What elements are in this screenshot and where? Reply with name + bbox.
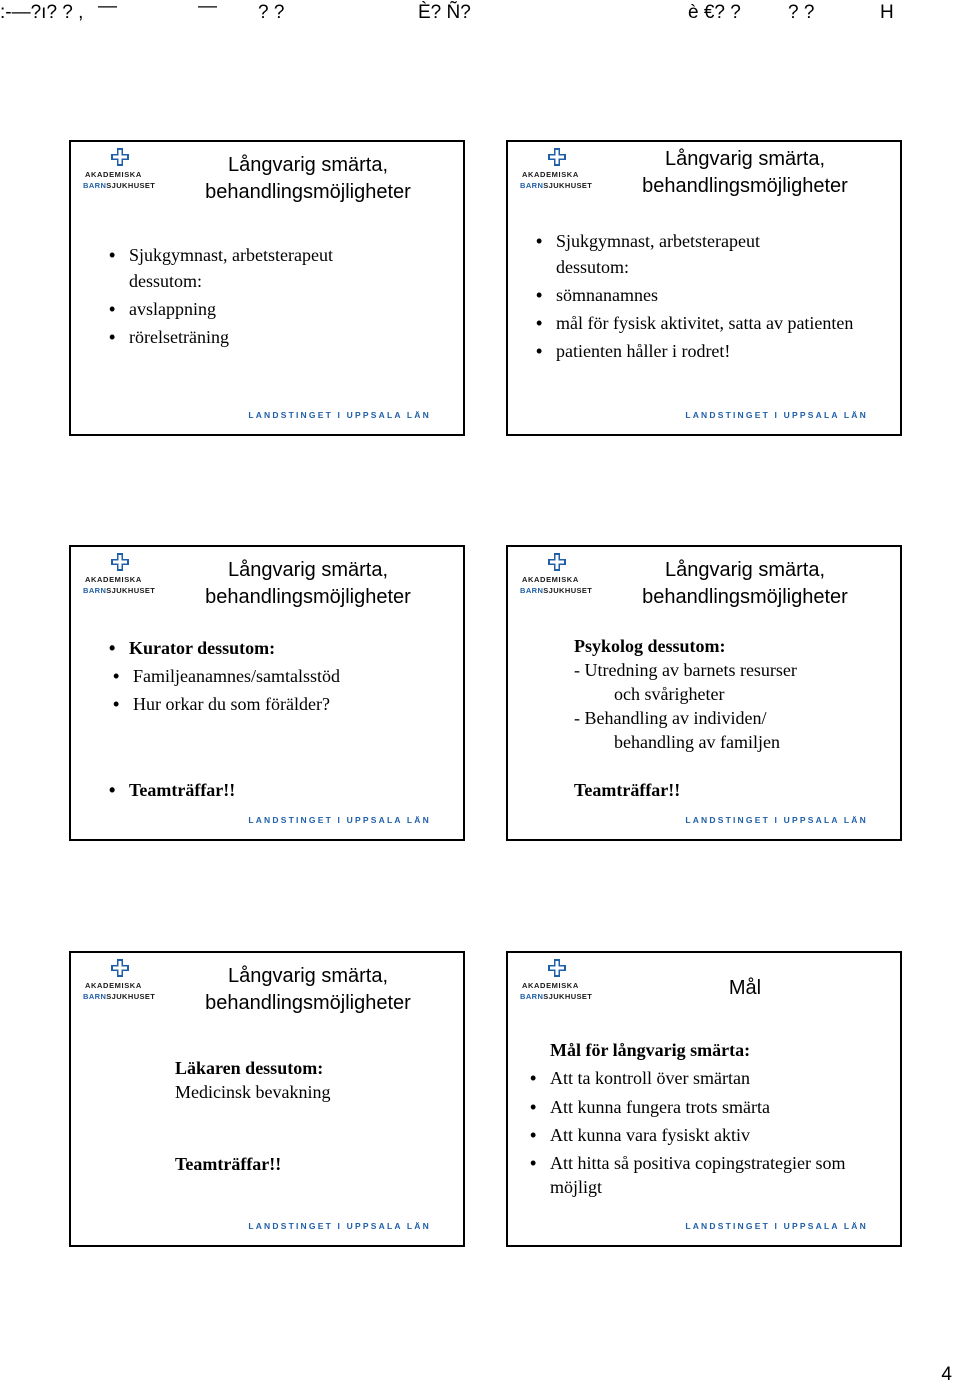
list-item: dessutom: <box>556 257 630 277</box>
header-fragment: — <box>198 0 217 17</box>
list-item: och svårigheter <box>614 684 725 704</box>
cross-icon <box>548 959 566 977</box>
slide-4 <box>506 545 902 841</box>
slide-2 <box>506 140 902 436</box>
logo-text: AKADEMISKA <box>85 170 142 179</box>
logo-subtext: BARNSJUKHUSET <box>83 586 156 595</box>
list-item: • avslappning <box>129 296 216 323</box>
logo-text: AKADEMISKA <box>85 575 142 584</box>
cross-icon <box>548 553 566 571</box>
logo-subtext: BARNSJUKHUSET <box>520 586 593 595</box>
logo-text: AKADEMISKA <box>522 170 579 179</box>
list-item: behandling av familjen <box>614 732 780 752</box>
slide-title: Långvarig smärta, behandlingsmöjligheter <box>205 559 411 608</box>
page-number: 4 <box>941 1364 952 1385</box>
header-fragment: È? Ñ? <box>418 2 471 23</box>
footer-brand: LANDSTINGET I UPPSALA LÄN <box>248 1221 431 1231</box>
logo-text: AKADEMISKA <box>522 981 579 990</box>
cross-icon <box>111 148 129 166</box>
footer-brand: LANDSTINGET I UPPSALA LÄN <box>248 815 431 825</box>
logo-text: AKADEMISKA <box>522 575 579 584</box>
list-item: Mål för långvarig smärta: <box>550 1040 751 1060</box>
list-item: Medicinsk bevakning <box>175 1082 331 1102</box>
hospital-logo <box>77 959 157 999</box>
slide-title: Långvarig smärta, behandlingsmöjligheter <box>642 148 848 197</box>
slide-title: Långvarig smärta, behandlingsmöjligheter <box>205 965 411 1014</box>
list-item: • rörelseträning <box>129 324 229 351</box>
list-item: dessutom: <box>129 271 203 291</box>
slide-title: Långvarig smärta, behandlingsmöjligheter <box>642 559 848 608</box>
logo-subtext: BARNSJUKHUSET <box>520 992 593 1001</box>
list-item: - Behandling av individen/ <box>574 708 767 728</box>
list-item: • sömnanamnes <box>556 282 658 309</box>
header-fragment: ? ? <box>258 2 285 23</box>
header-fragment: H <box>880 2 894 23</box>
list-item: • Hur orkar du som förälder? <box>133 691 330 718</box>
footer-brand: LANDSTINGET I UPPSALA LÄN <box>248 410 431 420</box>
logo-subtext: BARNSJUKHUSET <box>83 181 156 190</box>
list-item: Teamträffar!! <box>175 1154 282 1174</box>
hospital-logo <box>514 959 594 999</box>
hospital-logo <box>77 553 157 593</box>
list-item: • Att kunna vara fysiskt aktiv <box>550 1122 750 1149</box>
list-item: • Familjeanamnes/samtalsstöd <box>133 663 340 690</box>
list-item: • Kurator dessutom: <box>129 635 275 662</box>
hospital-logo <box>77 148 157 188</box>
list-item: • patienten håller i rodret! <box>556 338 730 365</box>
footer-brand: LANDSTINGET I UPPSALA LÄN <box>685 1221 868 1231</box>
list-item: • Sjukgymnast, arbetsterapeut <box>556 228 760 255</box>
cross-icon <box>548 148 566 166</box>
cross-icon <box>111 959 129 977</box>
footer-brand: LANDSTINGET I UPPSALA LÄN <box>685 410 868 420</box>
list-item: Teamträffar!! <box>574 780 681 800</box>
list-item: • Att hitta så positiva copingstrategier som möjligt <box>550 1151 890 1199</box>
slide-5 <box>69 951 465 1247</box>
list-item: Psykolog dessutom: <box>574 636 726 656</box>
list-item: • Teamträffar!! <box>129 777 235 804</box>
cross-icon <box>111 553 129 571</box>
list-item: • Att ta kontroll över smärtan <box>550 1065 750 1092</box>
header-fragment: — <box>98 0 117 17</box>
slide-title: Mål <box>728 977 762 999</box>
footer-brand: LANDSTINGET I UPPSALA LÄN <box>685 815 868 825</box>
logo-text: AKADEMISKA <box>85 981 142 990</box>
header-fragment: è €? ? <box>688 2 741 23</box>
hospital-logo <box>514 553 594 593</box>
header-fragment: ? ? <box>788 2 815 23</box>
slide-1 <box>69 140 465 436</box>
list-item: Läkaren dessutom: <box>175 1058 324 1078</box>
list-item: • Att kunna fungera trots smärta <box>550 1094 770 1121</box>
hospital-logo <box>514 148 594 188</box>
list-item: • mål för fysisk aktivitet, satta av patienten <box>556 310 853 337</box>
header-fragment: :-—?ı? ? , <box>0 2 84 23</box>
slide-6 <box>506 951 902 1247</box>
logo-subtext: BARNSJUKHUSET <box>520 181 593 190</box>
slide-title: Långvarig smärta, behandlingsmöjligheter <box>205 154 411 203</box>
list-item: • Sjukgymnast, arbetsterapeut <box>129 242 333 269</box>
page-header <box>0 2 960 26</box>
list-item: - Utredning av barnets resurser <box>574 660 797 680</box>
logo-subtext: BARNSJUKHUSET <box>83 992 156 1001</box>
slide-3 <box>69 545 465 841</box>
